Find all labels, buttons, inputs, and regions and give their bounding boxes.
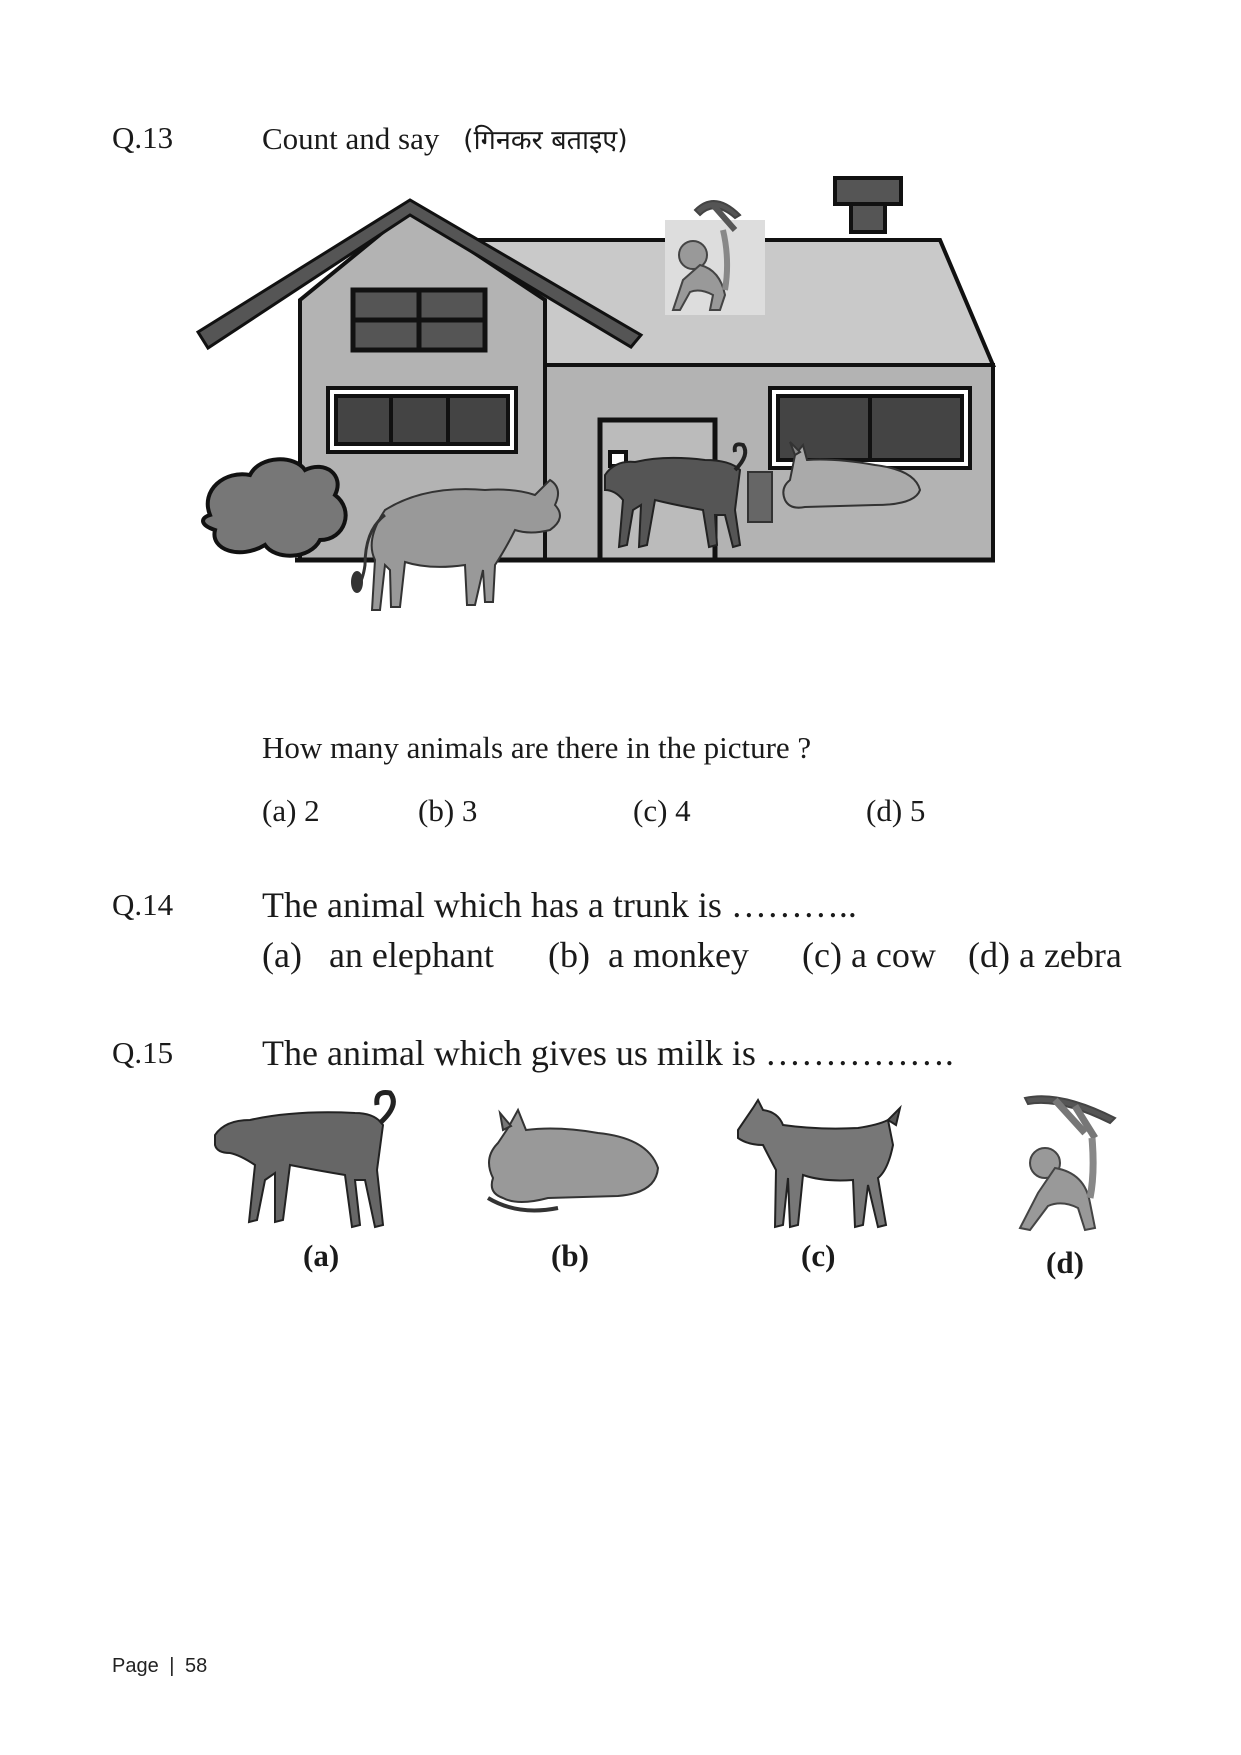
q13-option-a[interactable]: (a) 2 bbox=[262, 793, 320, 828]
q13-question: How many animals are there in the picture ? bbox=[262, 730, 812, 765]
choice-b-label: (b) bbox=[551, 1238, 589, 1273]
q13-number: Q.13 bbox=[112, 120, 174, 155]
choice-d-label: (d) bbox=[1046, 1245, 1084, 1280]
q14-number: Q.14 bbox=[112, 887, 174, 922]
monkey-icon bbox=[665, 201, 765, 315]
choice-a-image[interactable] bbox=[205, 1085, 425, 1235]
q14-option-c[interactable]: (c) a cow bbox=[802, 935, 936, 975]
choice-a-label: (a) bbox=[303, 1238, 340, 1273]
goat-icon bbox=[738, 1100, 900, 1227]
q13-option-b[interactable]: (b) 3 bbox=[418, 793, 478, 828]
choice-d-image[interactable] bbox=[1000, 1088, 1130, 1238]
q15-number: Q.15 bbox=[112, 1035, 174, 1070]
page-separator: | bbox=[169, 1655, 175, 1677]
cat-icon bbox=[488, 1110, 658, 1210]
q13-title-hindi: (गिनकर बताइए) bbox=[463, 125, 628, 156]
q14-option-b[interactable]: (b) a monkey bbox=[548, 935, 749, 975]
q13-title-english: Count and say bbox=[262, 121, 440, 156]
q13-option-c[interactable]: (c) 4 bbox=[633, 793, 691, 828]
choice-b-image[interactable] bbox=[478, 1098, 668, 1228]
monkey-icon bbox=[1020, 1096, 1115, 1230]
bush-icon bbox=[203, 459, 346, 555]
q14-option-d[interactable]: (d) a zebra bbox=[968, 935, 1122, 975]
choice-c-label: (c) bbox=[801, 1238, 836, 1273]
q13-option-d[interactable]: (d) 5 bbox=[866, 793, 926, 828]
q14-question: The animal which has a trunk is ……….. bbox=[262, 885, 857, 925]
choice-c-image[interactable] bbox=[728, 1090, 908, 1240]
q14-option-a[interactable]: (a) an elephant bbox=[262, 935, 494, 975]
q15-question: The animal which gives us milk is ……………. bbox=[262, 1033, 954, 1073]
dog-icon bbox=[215, 1093, 393, 1228]
page-label: Page bbox=[112, 1655, 159, 1677]
page-number: 58 bbox=[185, 1655, 208, 1677]
page-footer bbox=[112, 1655, 207, 1678]
house-scene bbox=[195, 170, 1055, 690]
q13-title bbox=[262, 120, 628, 157]
